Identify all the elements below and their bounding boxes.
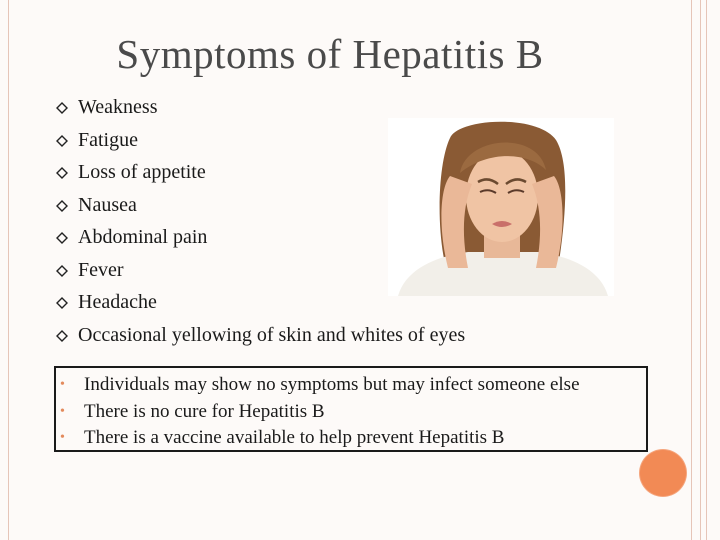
hollow-diamond-icon <box>56 135 68 147</box>
hollow-diamond-icon <box>56 102 68 114</box>
decorative-line <box>700 0 701 540</box>
hollow-diamond-icon <box>56 330 68 342</box>
symptom-label: Weakness <box>78 96 158 118</box>
symptom-label: Abdominal pain <box>78 226 208 248</box>
decorative-line <box>706 0 707 540</box>
list-item <box>56 323 465 356</box>
hollow-diamond-icon <box>56 200 68 212</box>
dot-icon: • <box>60 403 65 419</box>
symptom-label: Headache <box>78 291 157 313</box>
notes-list <box>58 372 658 452</box>
symptom-label: Occasional yellowing of skin and whites of eyes <box>78 323 466 346</box>
hollow-diamond-icon <box>56 265 68 277</box>
note-label: There is a vaccine available to help prevent Hepatitis B <box>84 427 505 448</box>
symptom-label: Nausea <box>78 193 137 216</box>
hollow-diamond-icon <box>56 232 68 244</box>
slide-title: Symptoms of Hepatitis B <box>116 31 544 77</box>
list-item <box>58 425 658 452</box>
hollow-diamond-icon <box>56 167 68 179</box>
list-item <box>58 372 658 399</box>
note-label: There is no cure for Hepatitis B <box>84 400 325 422</box>
decorative-circle <box>640 450 686 496</box>
symptom-label: Fatigue <box>78 128 138 151</box>
dot-icon: • <box>60 430 65 445</box>
woman-with-headache-illustration <box>388 118 614 296</box>
dot-icon: • <box>60 377 65 392</box>
list-item <box>58 399 658 426</box>
hollow-diamond-icon <box>56 297 68 309</box>
headache-woman-photo <box>388 118 614 296</box>
note-label: Individuals may show no symptoms but may infect someone else <box>84 374 580 395</box>
symptom-label: Loss of appetite <box>78 161 206 183</box>
symptom-label: Fever <box>78 258 124 281</box>
